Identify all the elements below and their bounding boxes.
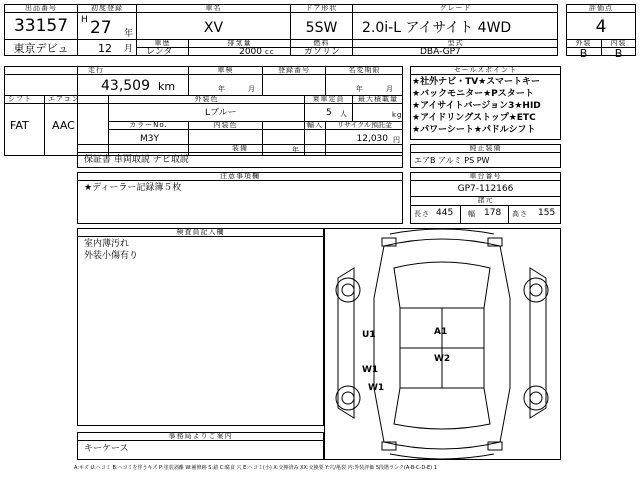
label-model-code: 型式	[447, 39, 464, 47]
shift: FAT	[10, 119, 29, 132]
label-equipment: 装備	[232, 144, 248, 152]
inspector-line-1: 室内薄汚れ	[84, 239, 130, 249]
frame-number: GP7-112166	[457, 184, 514, 194]
owner-month-unit: 月	[386, 85, 394, 93]
mark-w1-bottom: W1	[368, 383, 385, 393]
label-std-equipment: 純正装備	[469, 144, 502, 152]
sales-point-5: ★パワーシート★パドルシフト	[412, 125, 536, 135]
model-name: XV	[203, 20, 224, 36]
label-fuel: 燃料	[313, 39, 330, 47]
import-unit: 年	[292, 146, 300, 154]
std-equipment-text: エアB アルミ PS PW	[414, 156, 490, 165]
label-reg-no: 登録番号	[278, 66, 310, 74]
mark-w2: W2	[434, 354, 451, 364]
owner-year-unit: 年	[356, 85, 364, 93]
label-max-load: 最大積載量	[358, 95, 398, 103]
equipment-text: 保証書 車両取説 ナビ取説	[84, 155, 189, 165]
label-score: 評価点	[589, 4, 613, 12]
displacement-unit: cc	[265, 48, 275, 56]
label-width: 幅	[468, 210, 476, 218]
width: 178	[484, 208, 502, 218]
label-interior: 内装	[610, 39, 627, 47]
sales-point-3: ★アイサイトバージョン3★HID	[412, 101, 541, 111]
sales-point-1: ★社外ナビ・TV★スマートキー	[412, 77, 541, 87]
door-type: 5SW	[305, 20, 338, 36]
notes-text: ★ディーラー記録簿５枚	[84, 183, 182, 193]
label-grade: グレード	[439, 4, 472, 12]
lot-number: 33157	[13, 16, 69, 36]
car-diagram	[324, 228, 561, 460]
label-shift: シフト	[8, 95, 32, 103]
mark-a1: A1	[434, 327, 448, 337]
sales-point-2: ★バックモニター★Pスタート	[412, 89, 534, 99]
label-notes: 注意事項欄	[220, 172, 260, 180]
height: 155	[538, 208, 556, 218]
label-import: 輸入	[307, 121, 323, 129]
capacity: 5	[326, 108, 332, 118]
inspection-month-unit: 月	[248, 85, 256, 93]
label-exterior: 外装	[575, 39, 592, 47]
label-frame-no: 車台番号	[469, 172, 502, 180]
exterior-color: Lブルー	[205, 108, 237, 118]
label-length: 長さ	[414, 210, 430, 218]
label-office: 事務局よりご案内	[168, 432, 233, 440]
displacement: 2000	[239, 47, 262, 57]
capacity-unit: 人	[340, 110, 348, 118]
era: H	[81, 15, 88, 25]
grade: 2.0i-L アイサイト 4WD	[362, 20, 512, 36]
sales-point-4: ★アイドリングストップ★ETC	[412, 113, 536, 123]
mileage-unit: km	[158, 80, 176, 93]
first-reg-year: 27	[90, 18, 112, 38]
label-owner: 名変期限	[348, 66, 381, 74]
interior-grade: B	[614, 47, 623, 60]
mark-u1: U1	[362, 330, 376, 340]
max-load-unit: kg	[392, 111, 403, 119]
venue: 東京デビュ	[13, 42, 69, 55]
recycle-unit: 円	[393, 136, 401, 144]
inspection-year-unit: 年	[218, 85, 226, 93]
recycle-fee: 12,030	[356, 134, 388, 144]
length: 445	[436, 208, 454, 218]
year-unit: 年	[124, 29, 134, 39]
score: 4	[595, 17, 607, 37]
vehicle-history: レンタ	[146, 47, 173, 57]
fuel: ガソリン	[304, 47, 341, 57]
footer-legend: A:キズ U:ヘコミ B:ヘコミを伴うキズ P:塗装剥離 W:補修跡 S:錆 C:腐食 穴 E:ヘコミ(小) X:交換済み XX:交換要 Y:穴/亀裂 内:外装評価 5段階ランク(A-B-C-D-E) 1	[74, 465, 437, 471]
inspector-line-2: 外装小傷有り	[84, 251, 139, 261]
label-vehicle-history: 車歴	[154, 39, 171, 47]
label-capacity: 乗車定員	[312, 95, 345, 103]
exterior-grade: B	[579, 47, 588, 60]
label-first-reg: 初度登録	[91, 4, 123, 12]
label-height: 高さ	[512, 210, 528, 218]
label-ac: エアコン	[48, 95, 80, 103]
model-code: DBA-GP7	[420, 47, 461, 57]
label-dims: 諸元	[477, 196, 494, 204]
color-no: M3Y	[140, 134, 159, 144]
label-exterior-color: 外装色	[194, 95, 219, 103]
first-reg-month: 12	[98, 42, 112, 55]
label-color-no: カラーNo.	[129, 121, 168, 129]
ac: AAC	[52, 119, 75, 132]
label-recycle: リサイクル預託金	[336, 121, 393, 129]
label-inspection: 車検	[217, 66, 234, 74]
mileage: 43,509	[101, 78, 150, 94]
label-displacement: 排気量	[227, 39, 252, 47]
office-text: キーケース	[84, 444, 129, 454]
label-inspector: 検査員記入欄	[176, 228, 225, 236]
label-interior-color: 内装色	[213, 121, 238, 129]
label-door: ドア形状	[305, 4, 338, 12]
month-unit: 月	[124, 44, 134, 54]
label-lot-no: 出品番号	[25, 4, 57, 12]
label-mileage: 走行	[88, 66, 104, 74]
mark-w1-left: W1	[362, 365, 379, 375]
label-sales-points: セールスポイント	[453, 66, 518, 74]
label-model: 車名	[205, 4, 222, 12]
